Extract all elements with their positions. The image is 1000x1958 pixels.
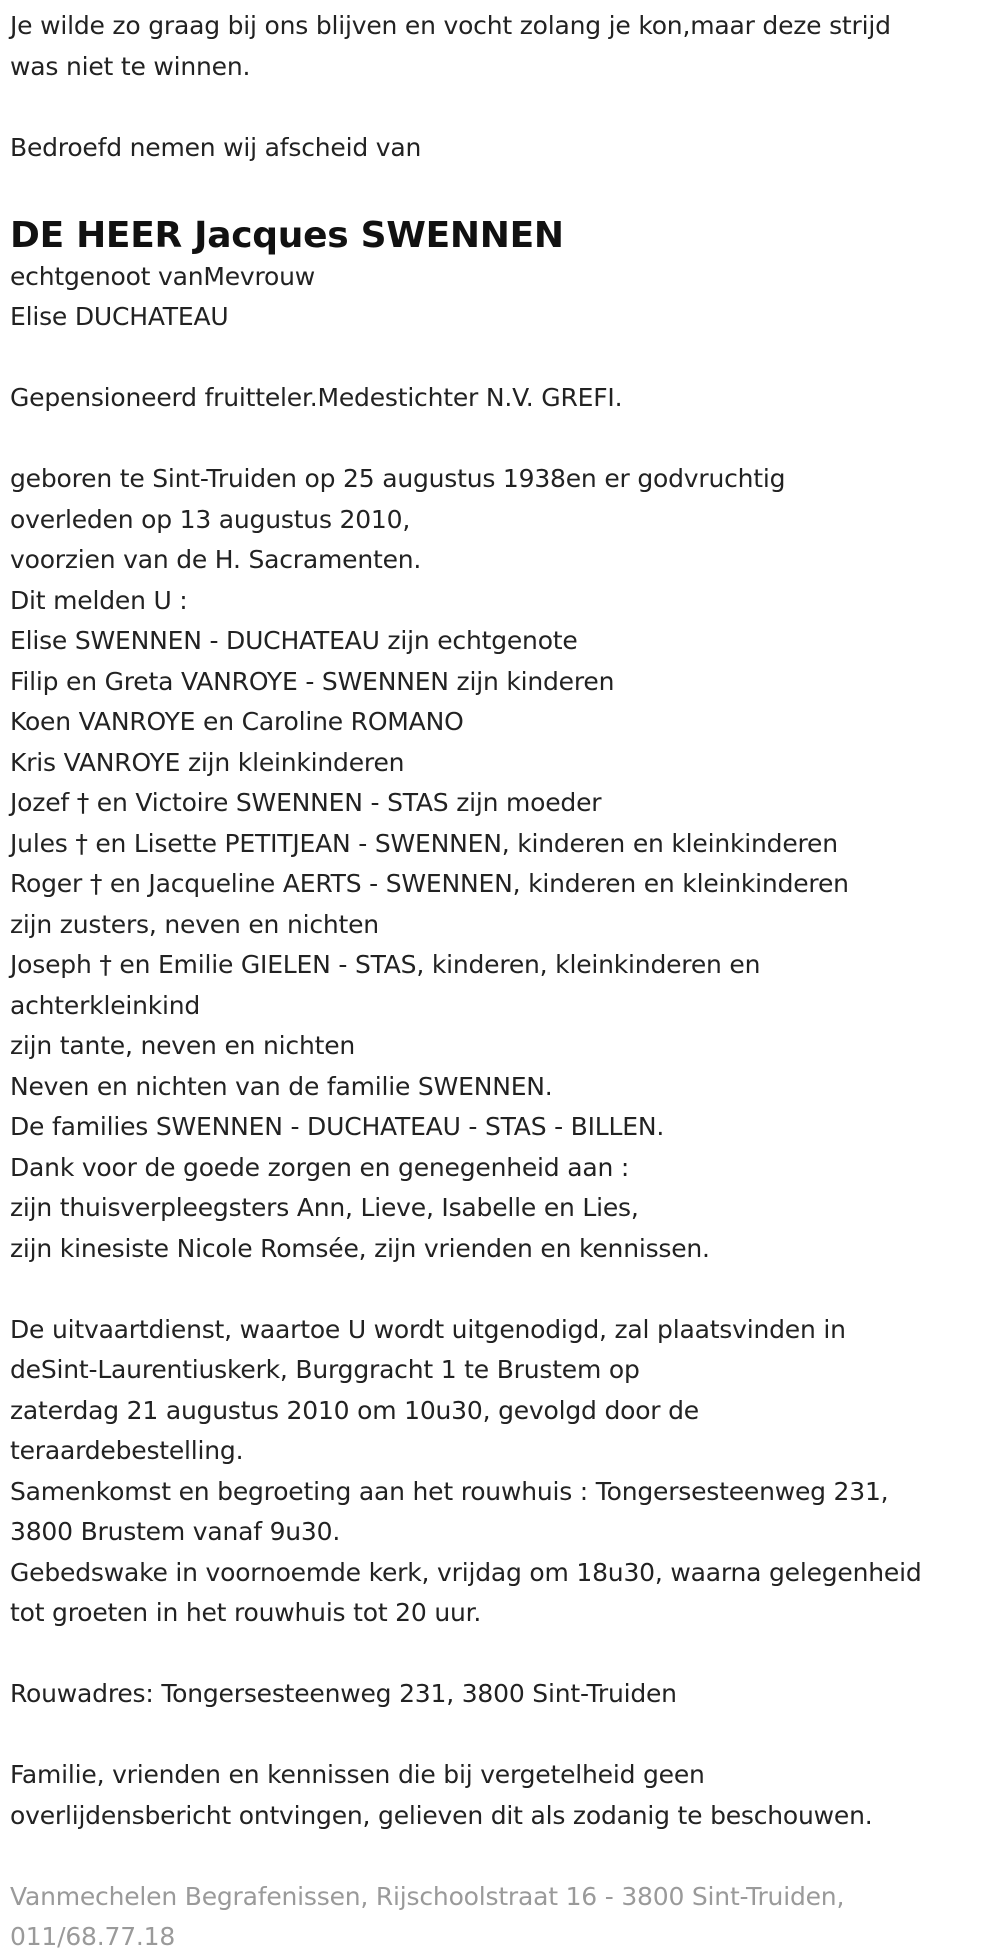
body-line: Neven en nichten van de familie SWENNEN. [10, 1071, 553, 1101]
footer-line: 011/68.77.18 [10, 1922, 176, 1951]
closing-line: Familie, vrienden en kennissen die bij vergetelheid geen [10, 1760, 705, 1789]
funeral-line: deSint-Laurentiuskerk, Burggracht 1 te Brustem op [10, 1355, 640, 1384]
mourning-address: Rouwadres: Tongersesteenweg 231, 3800 Sint-Truiden [10, 1679, 677, 1708]
spouse-line: Elise DUCHATEAU [10, 302, 229, 331]
occupation: Gepensioneerd fruitteler.Medestichter N.V. GREFI. [10, 383, 623, 412]
spacer [10, 338, 1000, 379]
intro-line: Je wilde zo graag bij ons blijven en vocht zolang je kon,maar deze strijd [10, 11, 891, 40]
body-line: Koen VANROYE en Caroline ROMANO [10, 707, 464, 736]
spacer [10, 1715, 1000, 1756]
closing-line: overlijdensbericht ontvingen, gelieven dit als zodanig te beschouwen. [10, 1800, 873, 1830]
body-line: Elise SWENNEN - DUCHATEAU zijn echtgenote [10, 626, 578, 655]
family-announcement [10, 459, 1000, 1269]
body-line: Jules † en Lisette PETITJEAN - SWENNEN, kinderen en kleinkinderen [10, 828, 838, 858]
spacer [10, 168, 1000, 209]
spacer [10, 1836, 1000, 1877]
body-line: overleden op 13 augustus 2010, [10, 504, 411, 534]
body-line: zijn tante, neven en nichten [10, 1031, 356, 1060]
body-line: geboren te Sint-Truiden op 25 augustus 1938en er godvruchtig [10, 464, 786, 493]
deceased-name: DE HEER Jacques SWENNEN [10, 214, 564, 256]
spacer [10, 1269, 1000, 1310]
funeral-home-footer [10, 1877, 1000, 1958]
spouse-line: echtgenoot vanMevrouw [10, 261, 316, 291]
announcement: Bedroefd nemen wij afscheid van [10, 132, 422, 162]
intro-line: was niet te winnen. [10, 51, 251, 81]
spacer [10, 87, 1000, 128]
body-line: zijn kinesiste Nicole Romsée, zijn vrienden en kennissen. [10, 1233, 710, 1263]
body-line: Dit melden U : [10, 585, 188, 615]
funeral-line: 3800 Brustem vanaf 9u30. [10, 1517, 341, 1546]
body-line: zijn thuisverpleegsters Ann, Lieve, Isabelle en Lies, [10, 1193, 639, 1222]
spacer [10, 1634, 1000, 1675]
body-line: Filip en Greta VANROYE - SWENNEN zijn kinderen [10, 666, 615, 696]
body-line: De families SWENNEN - DUCHATEAU - STAS - BILLEN. [10, 1112, 665, 1141]
funeral-line: Samenkomst en begroeting aan het rouwhuis : Tongersesteenweg 231, [10, 1476, 889, 1506]
body-line: zijn zusters, neven en nichten [10, 909, 379, 939]
body-line: voorzien van de H. Sacramenten. [10, 545, 422, 574]
funeral-line: tot groeten in het rouwhuis tot 20 uur. [10, 1598, 482, 1627]
funeral-line: zaterdag 21 augustus 2010 om 10u30, gevolgd door de [10, 1395, 699, 1425]
closing-note [10, 1755, 1000, 1836]
spacer [10, 419, 1000, 460]
funeral-line: De uitvaartdienst, waartoe U wordt uitgenodigd, zal plaatsvinden in [10, 1314, 846, 1344]
body-line: Dank voor de goede zorgen en genegenheid aan : [10, 1152, 630, 1182]
body-line: Kris VANROYE zijn kleinkinderen [10, 747, 405, 777]
body-line: Jozef † en Victoire SWENNEN - STAS zijn moeder [10, 788, 602, 817]
body-line: Roger † en Jacqueline AERTS - SWENNEN, kinderen en kleinkinderen [10, 869, 849, 898]
body-line: achterkleinkind [10, 990, 201, 1020]
spouse-info [10, 257, 1000, 338]
intro-text [10, 6, 1000, 87]
funeral-line: Gebedswake in voornoemde kerk, vrijdag om 18u30, waarna gelegenheid [10, 1557, 922, 1587]
funeral-details [10, 1310, 1000, 1634]
body-line: Joseph † en Emilie GIELEN - STAS, kinderen, kleinkinderen en [10, 950, 761, 979]
footer-line: Vanmechelen Begrafenissen, Rijschoolstraat 16 - 3800 Sint-Truiden, [10, 1881, 845, 1911]
funeral-line: teraardebestelling. [10, 1436, 244, 1465]
